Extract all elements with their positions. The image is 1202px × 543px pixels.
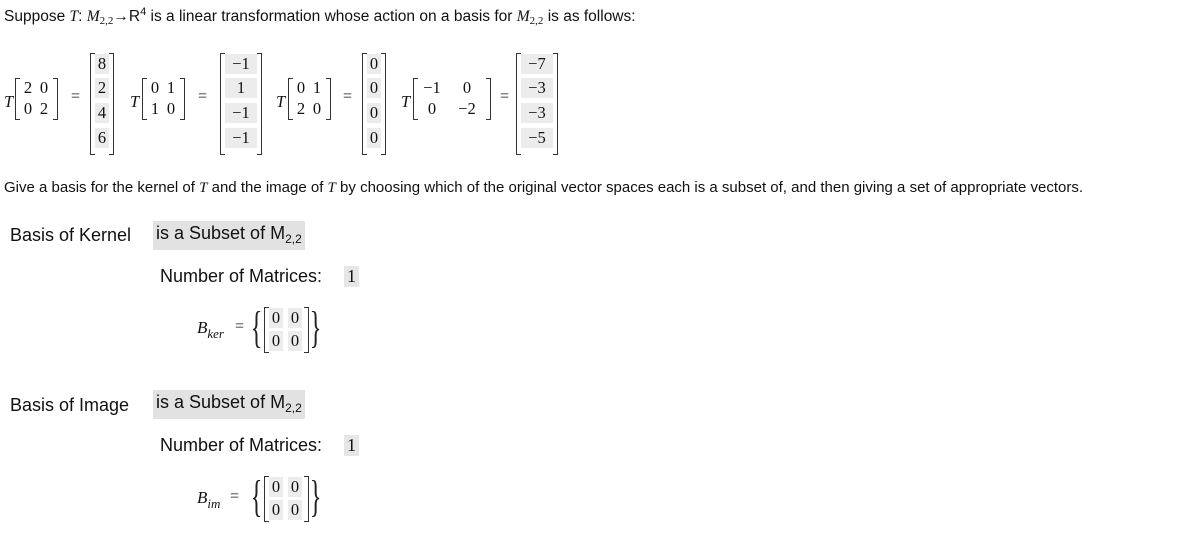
input-cell: 1 bbox=[312, 78, 322, 97]
input-cell: 0 bbox=[296, 78, 306, 97]
bracket-right bbox=[304, 476, 309, 522]
output-cell: 0 bbox=[367, 54, 381, 74]
output-cell: −1 bbox=[225, 128, 257, 148]
input-cell: 0 bbox=[39, 78, 49, 97]
t-symbol: T bbox=[130, 92, 140, 111]
kernel-equals: = bbox=[235, 318, 245, 335]
image-label: Basis of Image bbox=[10, 395, 130, 415]
right-brace-icon: } bbox=[309, 472, 322, 521]
equals-sign: = bbox=[198, 88, 208, 105]
input-cell: 0 bbox=[150, 78, 160, 97]
bracket-right bbox=[486, 78, 491, 120]
output-cell: 8 bbox=[95, 54, 109, 74]
kernel-basis-symbol: $B_{ker}$ bbox=[197, 318, 224, 341]
bracket-right bbox=[553, 53, 558, 155]
input-cell: 1 bbox=[166, 78, 176, 97]
output-cell: 0 bbox=[367, 128, 381, 148]
output-cell: 2 bbox=[95, 78, 109, 98]
output-cell: −5 bbox=[521, 128, 553, 148]
equals-sign: = bbox=[71, 88, 81, 105]
kernel-matrix-input[interactable]: 0 bbox=[269, 331, 283, 351]
output-cell: 4 bbox=[95, 103, 109, 123]
output-cell: −3 bbox=[521, 78, 553, 98]
t-symbol: T bbox=[276, 92, 286, 111]
bracket-right bbox=[180, 78, 185, 120]
t-symbol: T bbox=[401, 92, 411, 111]
image-matrix-input[interactable]: 0 bbox=[288, 477, 302, 497]
input-cell: 1 bbox=[150, 99, 160, 118]
bracket-right bbox=[109, 53, 114, 155]
bracket-right bbox=[304, 307, 309, 353]
bracket-right bbox=[257, 53, 262, 155]
image-equals: = bbox=[230, 488, 240, 505]
bracket-right bbox=[53, 78, 58, 120]
intro-text: Suppose T: $M_{2,2}\to R^4$ is a linear transformation whose action on a basis for $M_{2,2}$ is as follows: bbox=[4, 6, 636, 27]
input-cell: 2 bbox=[23, 78, 33, 97]
output-cell: −1 bbox=[225, 54, 257, 74]
kernel-matrix-input[interactable]: 0 bbox=[288, 308, 302, 328]
kernel-space-select[interactable]: is a Subset of $M_{2,2}$ bbox=[153, 221, 305, 250]
equals-sign: = bbox=[500, 88, 510, 105]
output-cell: 1 bbox=[225, 78, 257, 98]
input-cell: 0 bbox=[462, 78, 472, 97]
t-symbol: T bbox=[4, 92, 14, 111]
output-cell: −7 bbox=[521, 54, 553, 74]
image-space-select[interactable]: is a Subset of $M_{2,2}$ bbox=[153, 390, 305, 419]
left-brace-icon: { bbox=[250, 303, 263, 352]
image-number-input[interactable]: 1 bbox=[344, 435, 359, 456]
input-cell: 0 bbox=[427, 99, 437, 118]
input-cell: 2 bbox=[296, 99, 306, 118]
bracket-right bbox=[326, 78, 331, 120]
bracket-left bbox=[288, 78, 293, 120]
input-cell: 0 bbox=[312, 99, 322, 118]
output-cell: 6 bbox=[95, 128, 109, 148]
bracket-left bbox=[15, 78, 20, 120]
right-brace-icon: } bbox=[309, 303, 322, 352]
input-cell: −1 bbox=[423, 78, 441, 97]
bracket-right bbox=[381, 53, 386, 155]
kernel-number-input[interactable]: 1 bbox=[344, 266, 359, 287]
image-number-label: Number of Matrices: bbox=[160, 435, 323, 455]
input-cell: −2 bbox=[458, 99, 476, 118]
left-brace-icon: { bbox=[250, 472, 263, 521]
kernel-label: Basis of Kernel bbox=[10, 225, 132, 245]
kernel-number-label: Number of Matrices: bbox=[160, 266, 323, 286]
input-cell: 0 bbox=[166, 99, 176, 118]
input-cell: 2 bbox=[39, 99, 49, 118]
question-text: Give a basis for the kernel of T and the image of T by choosing which of the original vector spaces each is a subset of, and then giving a set of appropriate vectors. bbox=[4, 179, 1083, 196]
image-matrix-input[interactable]: 0 bbox=[269, 477, 283, 497]
input-cell: 0 bbox=[23, 99, 33, 118]
bracket-left bbox=[142, 78, 147, 120]
image-basis-symbol: $B_{im}$ bbox=[197, 488, 221, 511]
output-cell: 0 bbox=[367, 103, 381, 123]
kernel-matrix-input[interactable]: 0 bbox=[269, 308, 283, 328]
equals-sign: = bbox=[343, 88, 353, 105]
kernel-matrix-input[interactable]: 0 bbox=[288, 331, 302, 351]
image-matrix-input[interactable]: 0 bbox=[269, 500, 283, 520]
output-cell: −1 bbox=[225, 103, 257, 123]
output-cell: 0 bbox=[367, 78, 381, 98]
output-cell: −3 bbox=[521, 103, 553, 123]
image-matrix-input[interactable]: 0 bbox=[288, 500, 302, 520]
